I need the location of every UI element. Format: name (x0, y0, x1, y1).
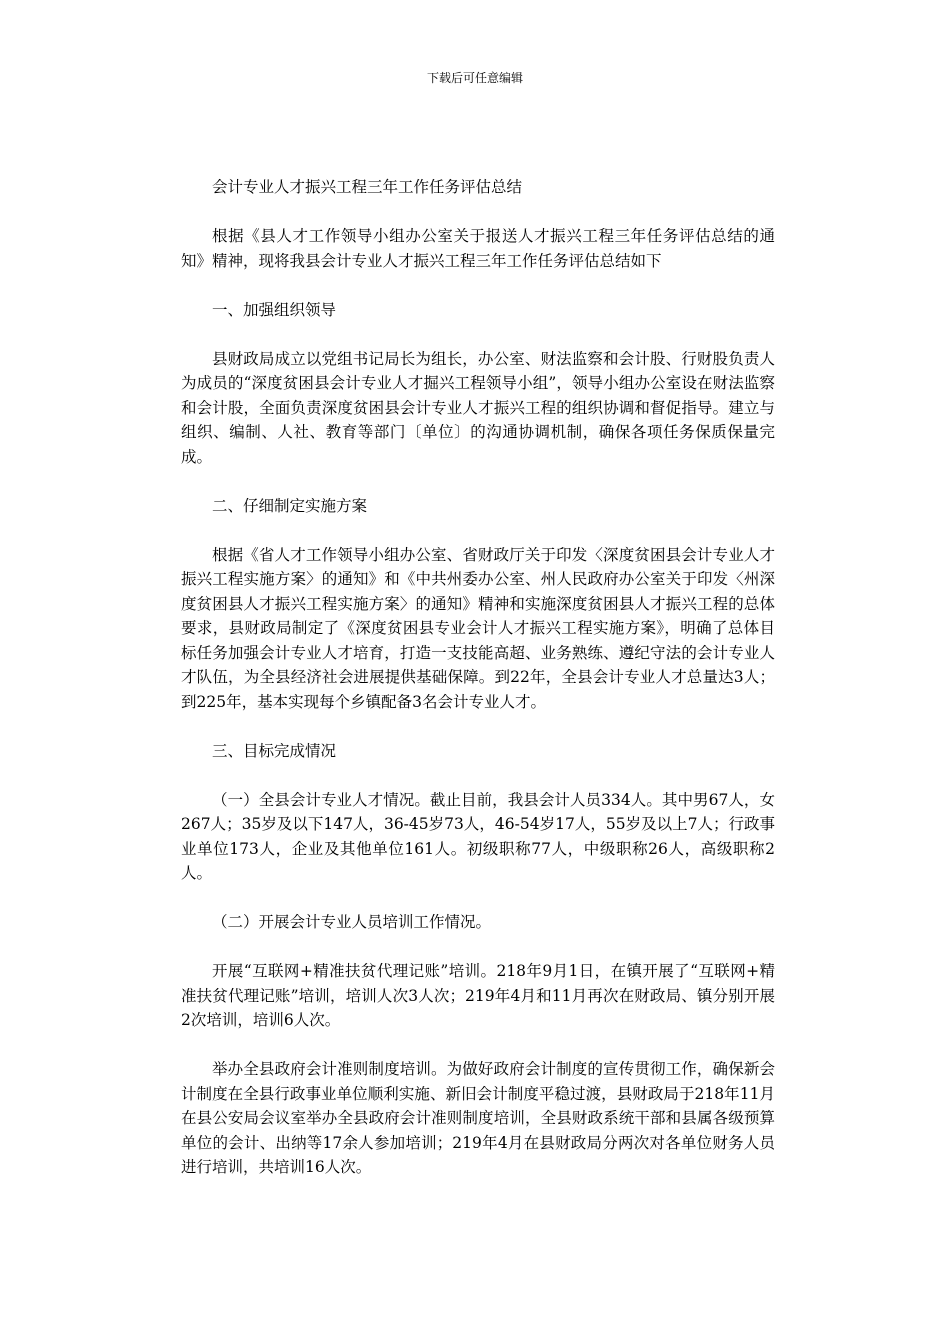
section-heading-2: 二、仔细制定实施方案 (212, 496, 368, 515)
section-2-paragraph: 根据《省人才工作领导小组办公室、省财政厅关于印发〈深度贫困县会计专业人才振兴工程实施方案〉的通知》和《中共州委办公室、州人民政府办公室关于印发〈州深度贫困县人才振兴工程实施方案〉的通知》精神和实施深度贫困县人才振兴工程的总体要求，县财政局制定了《深度贫困县专业会计人才振兴工程实施方案》，明确了总体目标任务加强会计专业人才培育，打造一支技能高超、业务熟练、遵纪守法的会计专业人才队伍，为全县经济社会进展提供基础保障。到22年，全县会计专业人才总量达3人；到225年，基本实现每个乡镇配备3名会计专业人才。 (181, 545, 775, 711)
intro-paragraph: 根据《县人才工作领导小组办公室关于报送人才振兴工程三年任务评估总结的通知》精神，现将我县会计专业人才振兴工程三年工作任务评估总结如下 (181, 227, 775, 270)
document-body (181, 175, 775, 1204)
section-3-sub-1: （一）全县会计专业人才情况。截止目前，我县会计人员334人。其中男67人，女267人；35岁及以下147人，36-45岁73人，46-54岁17人，55岁及以上7人；行政事业单位173人，企业及其他单位161人。初级职称77人，中级职称26人，高级职称2人。 (181, 790, 775, 882)
section-heading-3: 三、目标完成情况 (212, 741, 337, 760)
training-paragraph-2: 举办全县政府会计准则制度培训。为做好政府会计制度的宣传贯彻工作，确保新会计制度在全县行政事业单位顺利实施、新旧会计制度平稳过渡，县财政局于218年11月在县公安局会议室举办全县政府会计准则制度培训，全县财政系统干部和县属各级预算单位的会计、出纳等17余人参加培训；219年4月在县财政局分两次对各单位财务人员进行培训，共培训16人次。 (181, 1060, 775, 1176)
document-title: 会计专业人才振兴工程三年工作任务评估总结 (212, 178, 523, 196)
page-header: 下载后可任意编辑 (426, 71, 523, 85)
section-3-sub-2-heading: （二）开展会计专业人员培训工作情况。 (212, 913, 492, 931)
section-heading-1: 一、加强组织领导 (212, 300, 337, 319)
training-paragraph-1: 开展“互联网+精准扶贫代理记账”培训。218年9月1日，在镇开展了“互联网+精准扶贫代理记账”培训，培训人次3人次；219年4月和11月再次在财政局、镇分别开展2次培训，培训6人次。 (181, 962, 775, 1029)
section-1-paragraph: 县财政局成立以党组书记局长为组长，办公室、财法监察和会计股、行财股负责人为成员的“深度贫困县会计专业人才掘兴工程领导小组”，领导小组办公室设在财法监察和会计股，全面负责深度贫困县会计专业人才振兴工程的组织协调和督促指导。建立与组织、编制、人社、教育等部门〔单位〕的沟通协调机制，确保各项任务保质保量完成。 (181, 349, 775, 466)
